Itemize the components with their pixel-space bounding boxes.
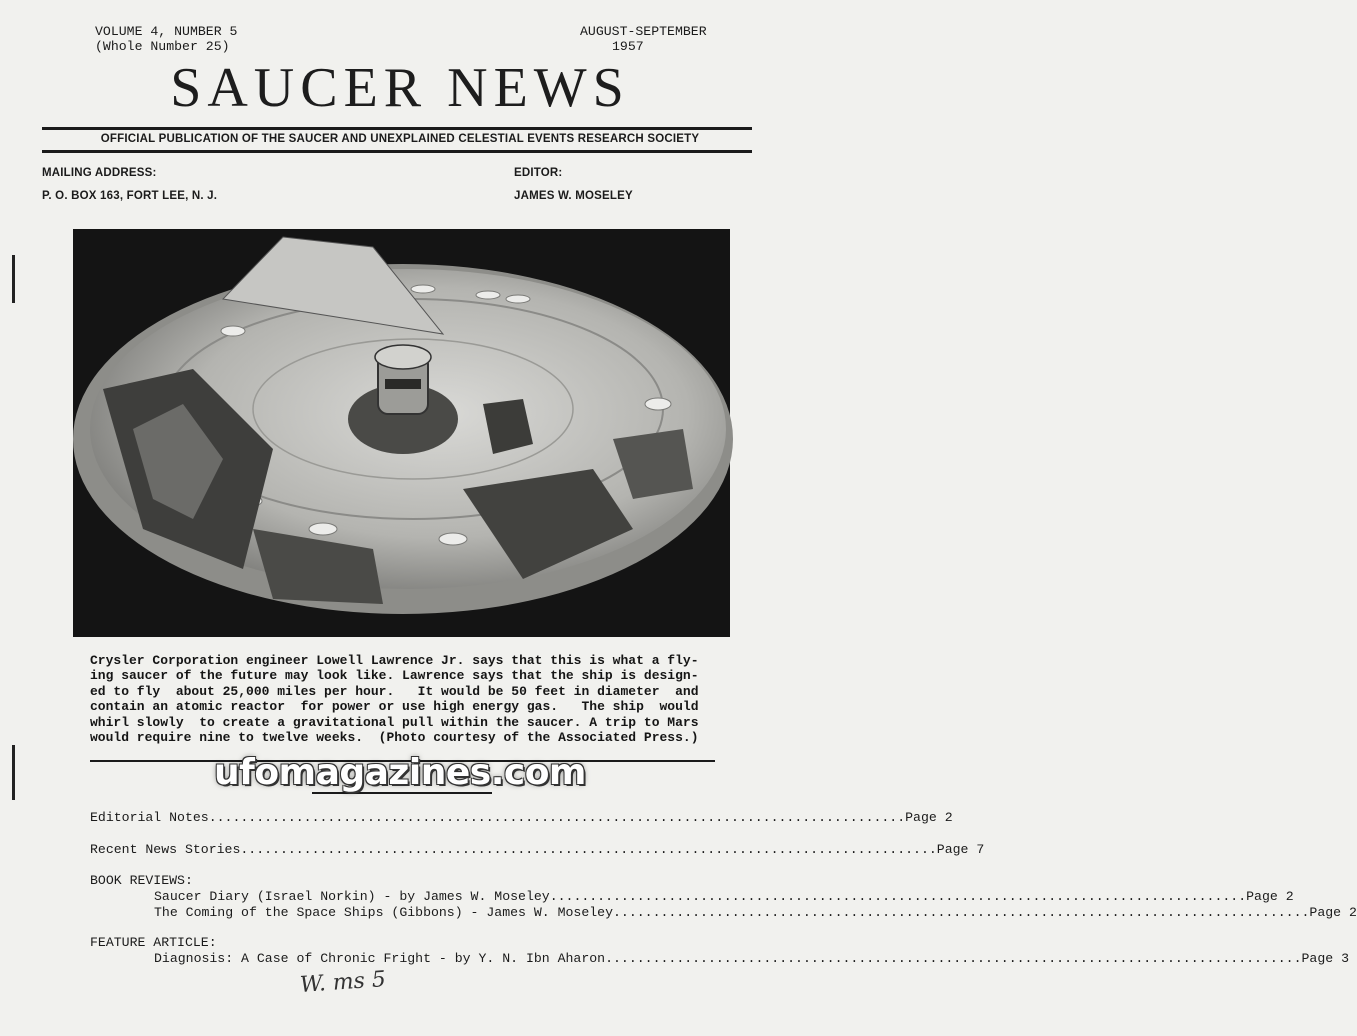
toc-title: Diagnosis: A Case of Chronic Fright - by Y. N. Ibn Aharon xyxy=(154,951,606,966)
editor-label: EDITOR: xyxy=(514,167,563,179)
toc-section-heading: FEATURE ARTICLE: xyxy=(90,935,217,950)
toc-page: Page 2 xyxy=(1246,889,1294,904)
photo-caption xyxy=(90,653,722,745)
caption-line: ed to fly about 25,000 miles per hour. It would be 50 feet in diameter and xyxy=(90,683,699,699)
toc-leader: ........................................................................................ xyxy=(613,905,1310,920)
issue-date-months: AUGUST-SEPTEMBER xyxy=(580,24,707,39)
masthead-title: SAUCER NEWS xyxy=(170,57,630,119)
whole-number: (Whole Number 25) xyxy=(95,39,230,54)
toc-entry-news[interactable] xyxy=(90,842,985,857)
toc-title: Recent News Stories xyxy=(90,842,241,857)
toc-entry-editorial[interactable] xyxy=(90,810,953,825)
handwritten-note: W. ms 5 xyxy=(299,967,387,998)
masthead-bottom-rule xyxy=(42,150,752,153)
toc-entry-feature[interactable] xyxy=(154,951,1349,966)
toc-page: Page 7 xyxy=(936,842,985,857)
binding-mark xyxy=(12,745,15,800)
toc-page: Page 2 xyxy=(905,810,953,825)
masthead-subtitle: OFFICIAL PUBLICATION OF THE SAUCER AND UNEXPLAINED CELESTIAL EVENTS RESEARCH SOCIETY xyxy=(100,133,700,145)
toc-leader: ........................................................................................ xyxy=(605,951,1302,966)
toc-section-heading: BOOK REVIEWS: xyxy=(90,873,193,888)
mailing-address-label: MAILING ADDRESS: xyxy=(42,167,157,179)
mailing-address-value: P. O. BOX 163, FORT LEE, N. J. xyxy=(42,190,218,202)
caption-line: would require nine to twelve weeks. (Photo courtesy of the Associated Press.) xyxy=(90,730,699,746)
toc-entry-book2[interactable] xyxy=(154,905,1357,920)
toc-leader: ........................................................................................ xyxy=(208,810,906,825)
volume-number: VOLUME 4, NUMBER 5 xyxy=(95,24,238,39)
issue-date-year: 1957 xyxy=(612,39,644,54)
toc-page: Page 3 xyxy=(1301,951,1349,966)
toc-title: Saucer Diary (Israel Norkin) - by James W. Moseley xyxy=(154,889,550,904)
toc-leader: ........................................................................................ xyxy=(549,889,1247,904)
caption-line: whirl slowly to create a gravitational pull within the saucer. A trip to Mars xyxy=(90,714,699,730)
caption-line: contain an atomic reactor for power or use high energy gas. The ship would xyxy=(90,699,699,715)
toc-title: Editorial Notes xyxy=(90,810,209,825)
editor-value: JAMES W. MOSELEY xyxy=(514,190,633,202)
toc-page: Page 2 xyxy=(1309,905,1357,920)
toc-leader: ........................................................................................ xyxy=(240,842,937,857)
caption-line: ing saucer of the future may look like. Lawrence says that the ship is design- xyxy=(90,668,699,684)
saucer-illustration xyxy=(73,229,730,637)
binding-mark xyxy=(12,255,15,303)
masthead-top-rule xyxy=(42,127,752,130)
watermark-text: ufomagazines.com xyxy=(214,752,586,793)
caption-line: Crysler Corporation engineer Lowell Lawrence Jr. says that this is what a fly- xyxy=(90,653,699,668)
saucer-photo xyxy=(73,229,730,637)
toc-title: The Coming of the Space Ships (Gibbons) - James W. Moseley xyxy=(154,905,613,920)
toc-entry-book1[interactable] xyxy=(154,889,1294,904)
